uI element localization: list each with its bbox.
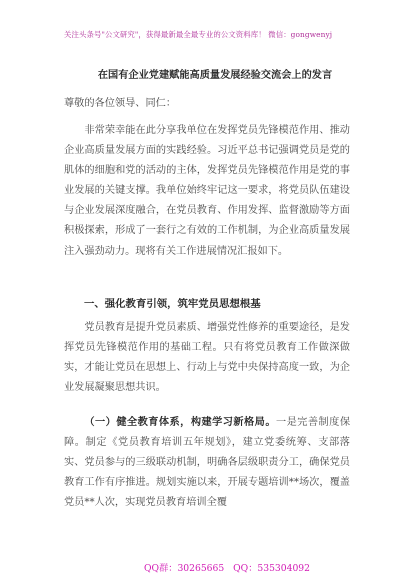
section-heading-1: 一、强化教育引领，筑牢党员思想根基: [84, 298, 261, 310]
paragraph-system: [64, 412, 350, 513]
salutation: 尊敬的各位领导、同仁：: [64, 98, 177, 109]
paragraph-education: 党员教育是提升党员素质、增强党性修养的重要途径，是发挥党员先锋模范作用的基础工程。只有将党员教育工作做深做实，才能让党员在思想上、行动上与党中央保持高度一致，为企业发展凝聚思想共识。: [64, 322, 350, 394]
footer-qq: QQ：535304092: [233, 563, 310, 574]
paragraph-lead: （一）健全教育体系，构建学习新格局。: [84, 416, 276, 428]
footer-qq-group: QQ群：30265665: [144, 563, 225, 574]
paragraph-intro: 非常荣幸能在此分享我单位在发挥党员先锋模范作用、推动企业高质量发展方面的实践经验。习近平总书记强调党员是党的肌体的细胞和党的活动的主体，发挥党员先锋模范作用是党的事业发展的关键支撑。我单位始终牢记这一要求，将党员队伍建设与企业发展深度融合，在党员教育、作用发挥、监督激励等方面积极探索，形成了一套行之有效的工作机制，为企业高质量发展注入强劲动力。现将有关工作进展情况汇报如下。: [64, 125, 350, 257]
header-notice: 关注头条号"公文研究"，获得最新最全最专业的公文资料库！ 微信：gongwenyj: [64, 30, 333, 39]
document-title: 在国有企业党建赋能高质量发展经验交流会上的发言: [97, 69, 333, 81]
footer-contact: [144, 560, 316, 574]
paragraph-body: 一是完善制度保障。制定《党员教育培训五年规划》，建立党委统筹、支部落实、党员参与的三级联动机制，明确各层级职责分工，确保党员教育工作有序推进。规划实施以来，开展专题培训**场次，覆盖党员**人次，实现党员教育培训全覆: [64, 417, 351, 509]
